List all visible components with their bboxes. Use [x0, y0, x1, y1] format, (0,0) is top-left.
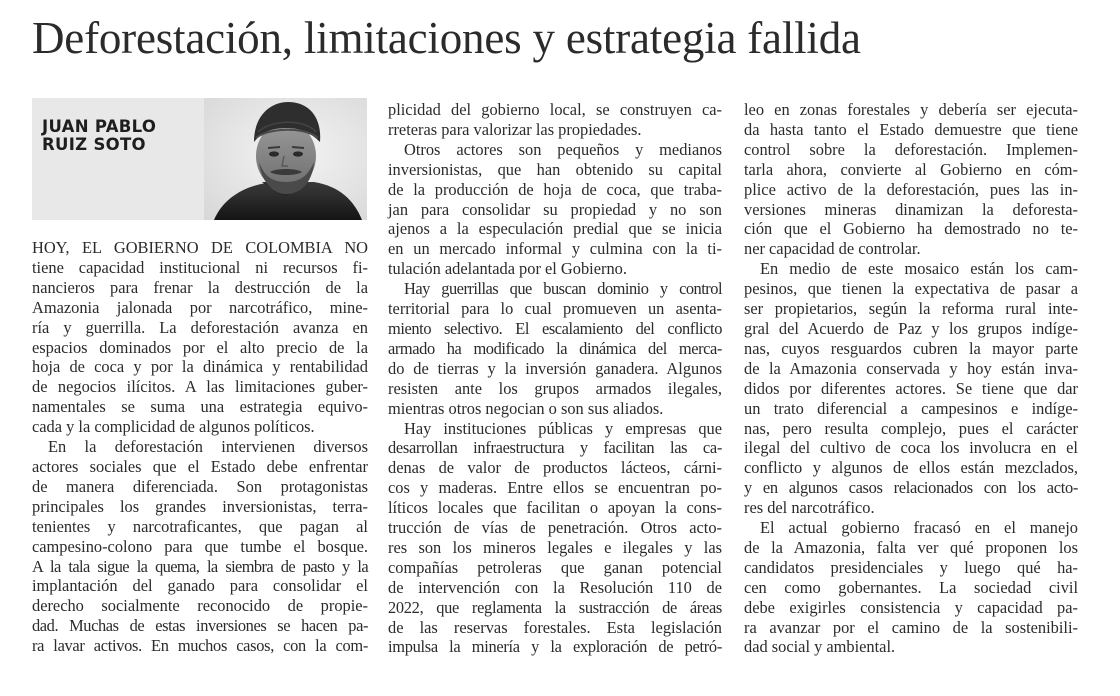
column-3-line: En medio de este mosaico están los cam-: [760, 259, 1078, 279]
column-2-line: ajenos a la especulación predial que se inicia: [388, 219, 722, 239]
author-name: [42, 118, 156, 154]
column-2-line: de la producción de hoja de coca, que traba-: [388, 179, 722, 199]
column-2-line: 2022, que reglamenta la sustracción de áreas: [388, 597, 722, 617]
column-2-line: res son los mineros legales e ilegales y las: [388, 537, 722, 557]
column-2-line: Hay instituciones públicas y empresas que: [404, 418, 722, 438]
column-3-line: debe exigirles consistencia y capacidad pa-: [744, 597, 1078, 617]
column-1-line: campesino-colono para que tumbe el bosque.: [32, 536, 368, 556]
column-3-line: ilegal del cultivo de coca los involucra en el: [744, 438, 1078, 458]
column-3-line: leo en zonas forestales y debería ser ejecuta-: [744, 100, 1078, 119]
column-2-line: impulsa la minería y la exploración de petró-: [388, 637, 722, 657]
column-3-line: ción que el Gobierno ha demostrado no te-: [744, 219, 1078, 239]
column-3-line: y en algunos casos relacionados con los acto-: [744, 478, 1078, 498]
column-2-line: líticos locales que facilitan o apoyan la cons-: [388, 498, 722, 518]
column-1-line: de negocios ilícitos. A las limitaciones guber-: [32, 377, 368, 397]
column-2-line: cos y maderas. Entre ellos se encuentran po-: [388, 478, 722, 498]
article-headline: Deforestación, limitaciones y estrategia fallida: [32, 13, 861, 63]
column-3-line: nas, pero resulta complejo, pues el carácter: [744, 418, 1078, 438]
column-2-line: en un mercado informal y culmina con la ti-: [388, 239, 722, 259]
column-3-line: pesinos, que tienen la expectativa de pasar a: [744, 279, 1078, 299]
column-1-line: de manera diferenciada. Son protagonistas: [32, 476, 368, 496]
column-3-line: dad social y ambiental.: [744, 637, 896, 657]
column-2-line: resisten ante los grupos armados ilegales,: [388, 378, 722, 398]
column-1-line: tenientes y narcotraficantes, que pagan al: [32, 516, 368, 536]
column-3-line: ser propietarios, según la reforma rural inte-: [744, 299, 1078, 319]
column-3-line: nas, cuyos resguardos cubren la mayor parte: [744, 338, 1078, 358]
column-3-line: ra avanzar por el camino de la sostenibili-: [744, 617, 1078, 637]
column-2-line: mientras otros negocian o son sus aliados.: [388, 398, 664, 418]
column-1-line: namentales se suma una estrategia equivo-: [32, 397, 368, 417]
column-2-line: armado ha modificado la dinámica del merca-: [388, 338, 722, 358]
column-3-line: tarla ahora, convierte al Gobierno en cóm-: [744, 159, 1078, 179]
column-2-line: inversionistas, que han obtenido su capital: [388, 159, 722, 179]
column-3-line: da hasta tanto el Estado demuestre que tiene: [744, 119, 1078, 139]
article-column-3: [744, 100, 1078, 657]
column-2-line: rreteras para valorizar las propiedades.: [388, 119, 642, 139]
author-byline-box: [32, 98, 367, 220]
author-name-line-1: JUAN PABLO: [42, 117, 157, 136]
column-2-line: denas de valor de productos lácteos, cárni-: [388, 458, 722, 478]
column-2-line: do de tierras y la inversión ganadera. Algunos: [388, 358, 722, 378]
column-1-line: derecho socialmente reconocido de propie-: [32, 596, 368, 616]
column-1-line: A la tala sigue la quema, la siembra de pasto y la: [32, 556, 368, 576]
column-2-line: plicidad del gobierno local, se construyen ca-: [388, 100, 722, 119]
column-2-line: de intervención con la Resolución 110 de: [388, 577, 722, 597]
column-3-line: El actual gobierno fracasó en el manejo: [760, 518, 1078, 538]
column-1-line: implantación del ganado para consolidar el: [32, 576, 368, 596]
column-2-line: de las reservas forestales. Esta legislación: [388, 617, 722, 637]
column-3-line: de la Amazonia, falta ver qué proponen los: [744, 537, 1078, 557]
column-1-line: tiene capacidad institucional ni recursos fi-: [32, 257, 368, 277]
column-2-line: territorial para lo cual promueven un asenta-: [388, 299, 722, 319]
column-3-line: conflicto y algunos de ellos están mezclados,: [744, 458, 1078, 478]
column-1-line: cada y la complicidad de algunos políticos.: [32, 417, 315, 437]
column-3-line: gral del Acuerdo de Paz y los grupos indíge-: [744, 318, 1078, 338]
column-1-line: actores sociales que el Estado debe enfrentar: [32, 456, 368, 476]
column-3-line: plice activo de la deforestación, pues las in-: [744, 179, 1078, 199]
column-1-line: En la deforestación intervienen diversos: [48, 437, 368, 457]
column-3-line: cen como gobernantes. La sociedad civil: [744, 577, 1078, 597]
column-1-line: nancieros para frenar la destrucción de la: [32, 277, 368, 297]
column-1-line: Amazonia jalonada por narcotráfico, mine-: [32, 297, 368, 317]
column-3-line: de la Amazonia conservada y hoy están inva-: [744, 358, 1078, 378]
column-2-line: Otros actores son pequeños y medianos: [404, 139, 722, 159]
column-3-line: un trato diferencial a campesinos e indíge-: [744, 398, 1078, 418]
author-portrait-photo: [204, 98, 367, 220]
column-2-line: jan para consolidar su propiedad y no son: [388, 199, 722, 219]
column-2-line: compañías petroleras que ganan potencial: [388, 557, 722, 577]
column-2-line: desarrollan infraestructura y facilitan las ca-: [388, 438, 722, 458]
column-2-line: trucción de vías de penetración. Otros acto-: [388, 518, 722, 538]
column-1-line: espacios dominados por el alto precio de la: [32, 337, 368, 357]
column-1-line: ra lavar activos. En muchos casos, con la com-: [32, 636, 368, 656]
column-3-line: res del narcotráfico.: [744, 498, 875, 518]
column-1-line: hoja de coca y por la dinámica y rentabilidad: [32, 357, 368, 377]
column-3-line: control sobre la deforestación. Implemen-: [744, 139, 1078, 159]
article-column-2: [388, 100, 722, 657]
column-3-line: candidatos presidenciales y luego qué ha-: [744, 557, 1078, 577]
column-1-line: HOY, EL GOBIERNO DE COLOMBIA NO: [32, 238, 368, 257]
column-2-line: Hay guerrillas que buscan dominio y control: [404, 279, 722, 299]
column-3-line: didos por diferentes actores. Se tiene que dar: [744, 378, 1078, 398]
column-1-line: principales los grandes inversionistas, terra-: [32, 496, 368, 516]
author-name-line-2: RUIZ SOTO: [42, 135, 146, 154]
article-column-1: [32, 238, 368, 656]
column-3-line: versiones mineras dinamizan la deforesta-: [744, 199, 1078, 219]
column-2-line: miento selectivo. El escalamiento del conflicto: [388, 318, 722, 338]
column-3-line: ner capacidad de controlar.: [744, 239, 921, 259]
column-2-line: tulación adelantada por el Gobierno.: [388, 259, 627, 279]
column-1-line: dad. Muchas de estas inversiones se hacen pa-: [32, 616, 368, 636]
column-1-line: ría y guerrilla. La deforestación avanza en: [32, 317, 368, 337]
